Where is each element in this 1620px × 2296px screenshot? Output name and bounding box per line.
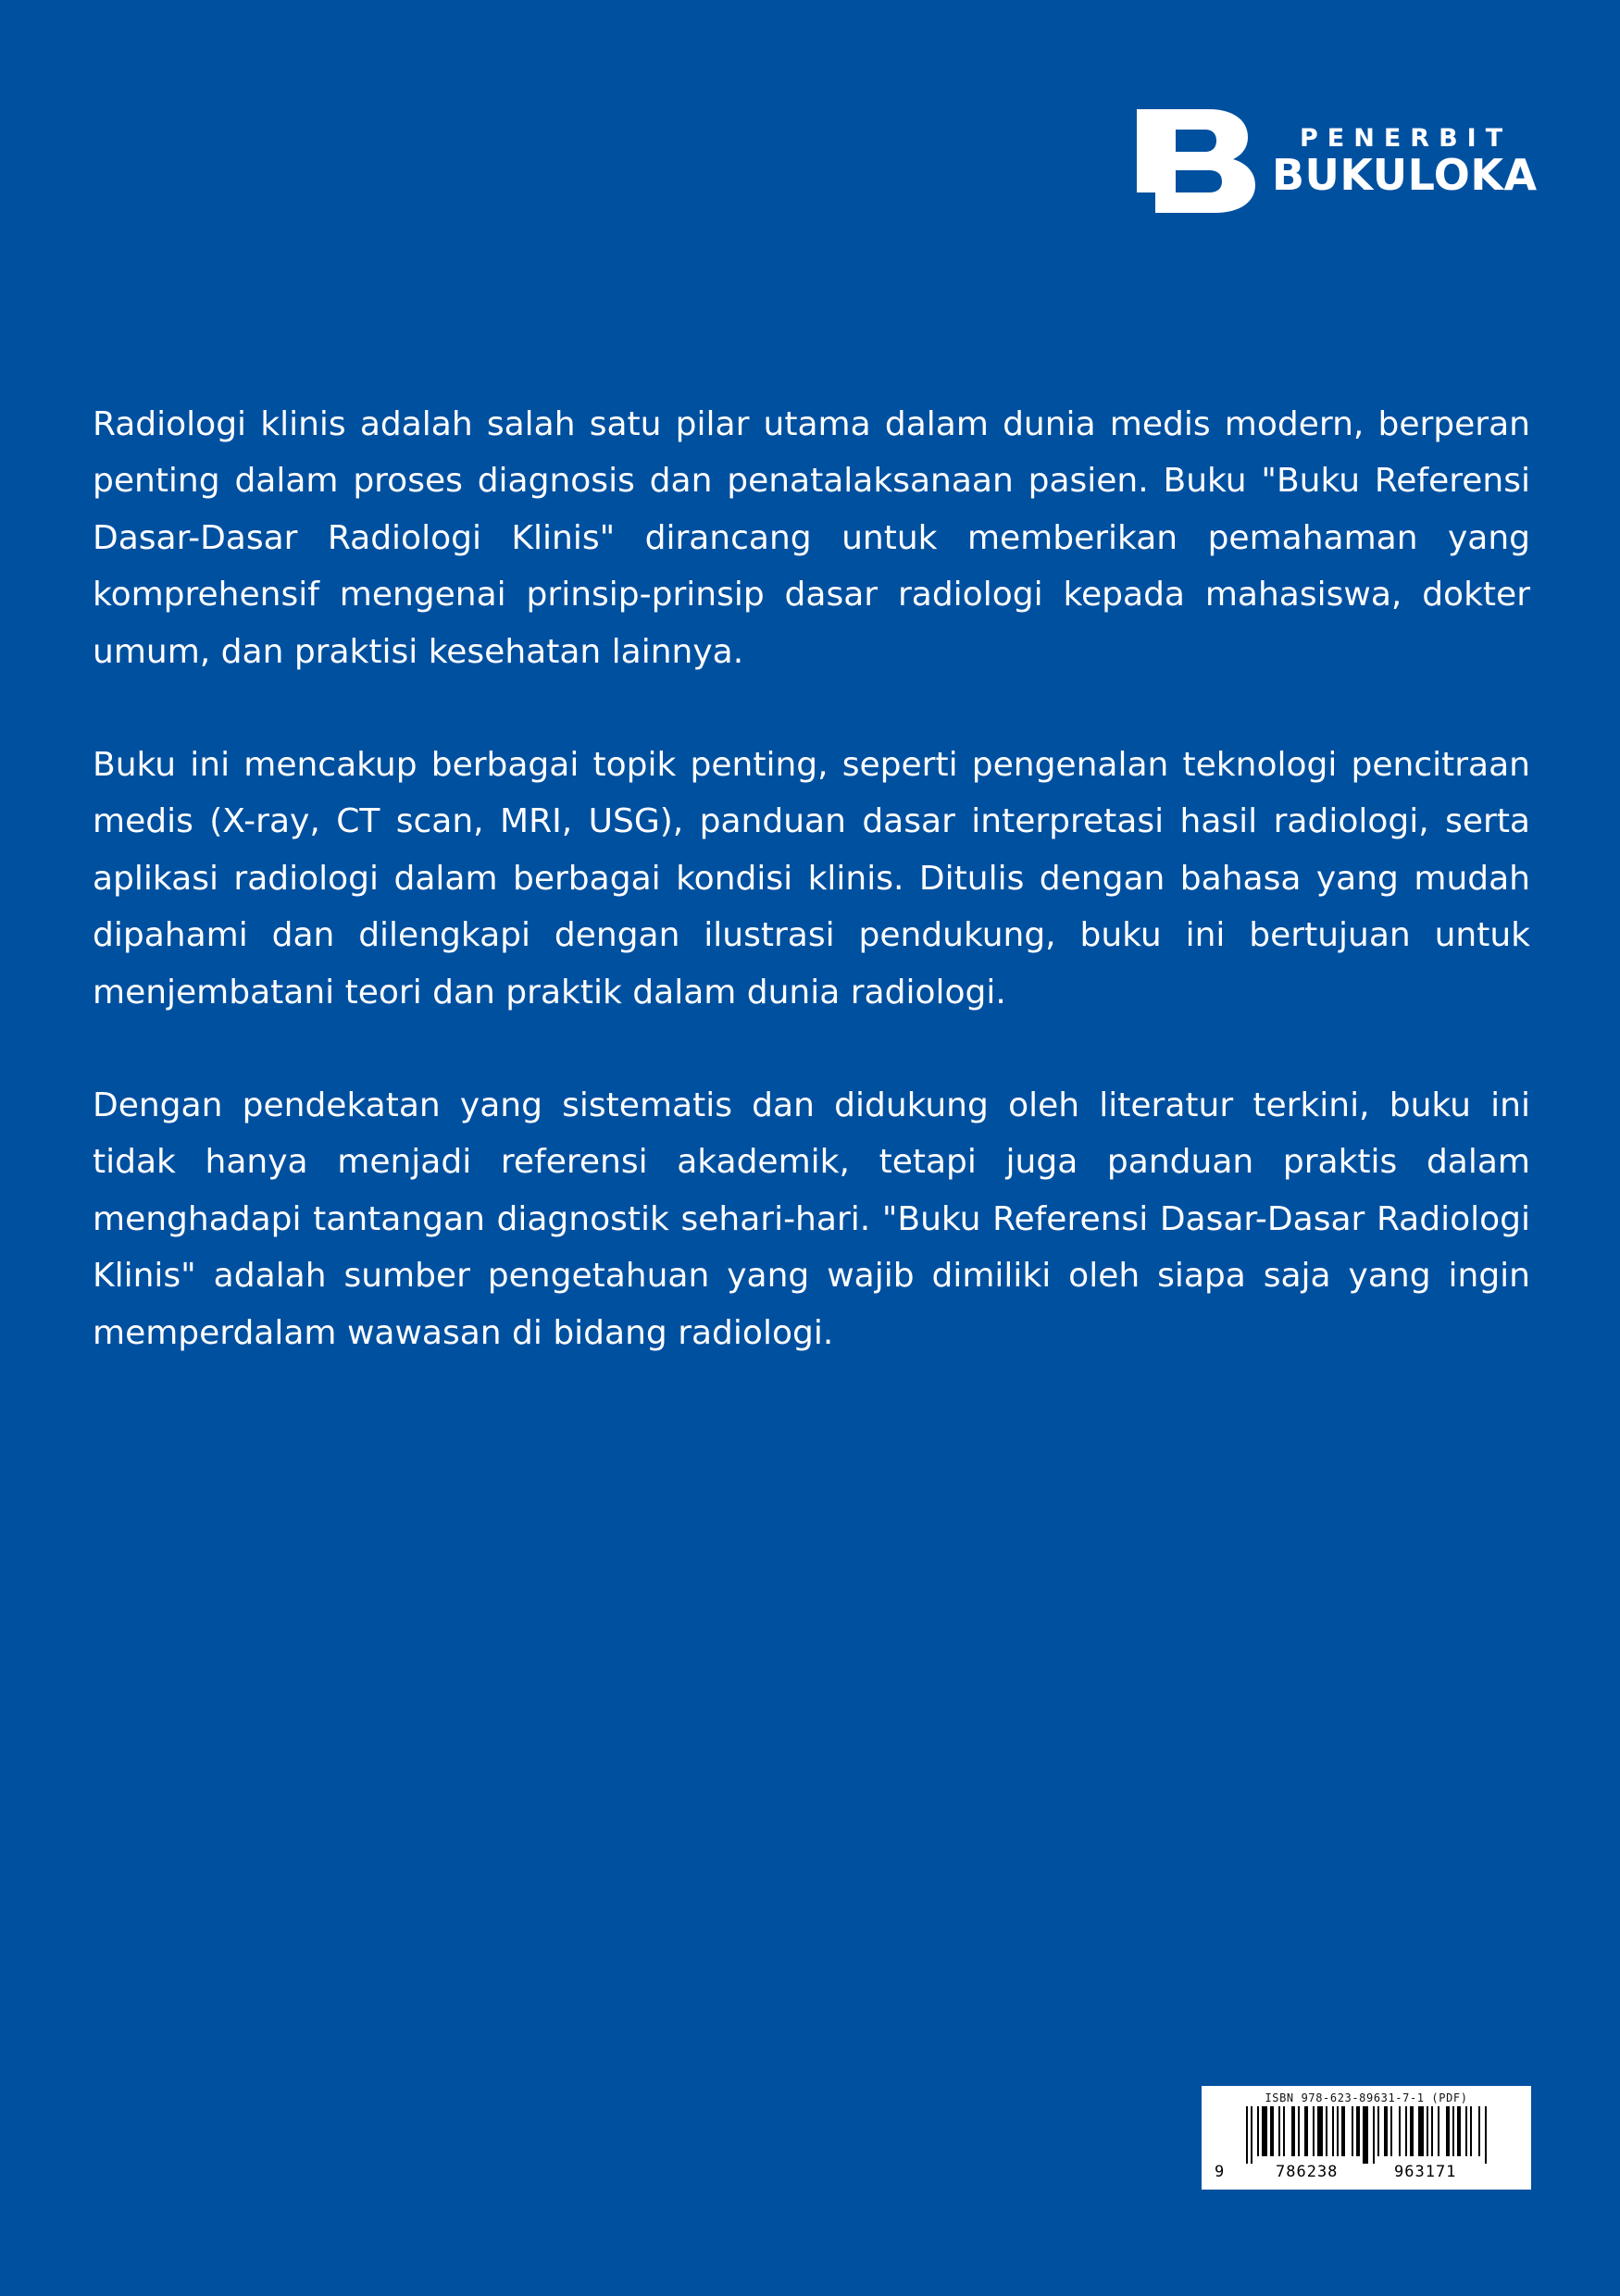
book-description [93, 396, 1530, 1418]
barcode-bar [1384, 2106, 1388, 2156]
barcode-bar [1262, 2106, 1267, 2156]
barcode-first-digit: 9 [1215, 2163, 1225, 2181]
barcode-bar [1427, 2106, 1428, 2156]
barcode-bar [1291, 2106, 1295, 2156]
barcode-bar [1337, 2106, 1339, 2156]
barcode-bar [1257, 2106, 1259, 2156]
barcode-bar [1363, 2106, 1368, 2164]
publisher-label: PENERBIT [1300, 124, 1513, 153]
barcode-bar [1446, 2106, 1450, 2156]
description-paragraph: Radiologi klinis adalah salah satu pilar utama dalam dunia medis modern, berperan penting dalam proses diagnosis dan penatalaksanaan pasien. Buku "Buku Referensi Dasar-Dasar Radiologi Klinis" dirancang untuk memberikan pemahaman yang komprehensif mengenai prinsip-prinsip dasar radiologi kepada mahasiswa, dokter umum, dan praktisi kesehatan lainnya. [93, 405, 1530, 671]
barcode-bar [1485, 2106, 1487, 2164]
barcode-bar [1332, 2106, 1334, 2156]
barcode-bar [1313, 2106, 1315, 2156]
barcode-bar [1352, 2106, 1353, 2156]
barcode-bar [1478, 2106, 1480, 2156]
barcode-bar [1410, 2106, 1414, 2156]
barcode-bar [1373, 2106, 1375, 2164]
barcode-bar [1390, 2106, 1392, 2156]
barcode-bar [1377, 2106, 1379, 2156]
publisher-logo [1137, 109, 1553, 213]
description-paragraph: Buku ini mencakup berbagai topik penting, seperti pengenalan teknologi pencitraan medis (X-ray, CT scan, MRI, USG), panduan dasar interpretasi hasil radiologi, serta aplikasi radiologi dalam berbagai kondisi klinis. Ditulis dengan bahasa yang mudah dipahami dan dilengkapi dengan ilustrasi pendukung, buku ini bertujuan untuk menjembatani teori dan praktik dalam dunia radiologi. [93, 746, 1530, 1011]
barcode-bar [1356, 2106, 1360, 2156]
barcode-bar [1457, 2106, 1461, 2156]
barcode-bar [1341, 2106, 1345, 2156]
barcode-bar [1246, 2106, 1248, 2164]
barcode-bar [1298, 2106, 1300, 2156]
barcode-bar [1251, 2106, 1252, 2164]
barcode-bar [1283, 2106, 1285, 2156]
isbn-barcode [1202, 2086, 1531, 2190]
barcode-bar [1317, 2106, 1323, 2156]
barcode-bar [1431, 2106, 1433, 2156]
barcode-left-digits: 786238 [1276, 2163, 1339, 2181]
barcode-bar [1326, 2106, 1327, 2156]
barcode-bar [1405, 2106, 1407, 2156]
barcode-bar [1399, 2106, 1401, 2156]
barcode-bars [1246, 2106, 1487, 2164]
publisher-name: BUKULOKA [1272, 150, 1538, 200]
barcode-bar [1270, 2106, 1274, 2156]
description-paragraph: Dengan pendekatan yang sistematis dan didukung oleh literatur terkini, buku ini tidak hanya menjadi referensi akademik, tetapi juga panduan praktis dalam menghadapi tantangan diagnostik sehari-hari. "Buku Referensi Dasar-Dasar Radiologi Klinis" adalah sumber pengetahuan yang wajib dimiliki oleh siapa saja yang ingin memperdalam wawasan di bidang radiologi. [93, 1086, 1530, 1352]
barcode-bar [1278, 2106, 1280, 2156]
barcode-bar [1438, 2106, 1439, 2156]
barcode-bar [1470, 2106, 1472, 2156]
barcode-bar [1304, 2106, 1308, 2156]
barcode-bar [1418, 2106, 1424, 2156]
barcode-right-digits: 963171 [1394, 2163, 1457, 2181]
isbn-text: ISBN 978-623-89631-7-1 (PDF) [1265, 2091, 1468, 2104]
barcode-bar [1452, 2106, 1454, 2156]
barcode-bar [1465, 2106, 1467, 2156]
publisher-b-logo-icon [1137, 109, 1255, 213]
